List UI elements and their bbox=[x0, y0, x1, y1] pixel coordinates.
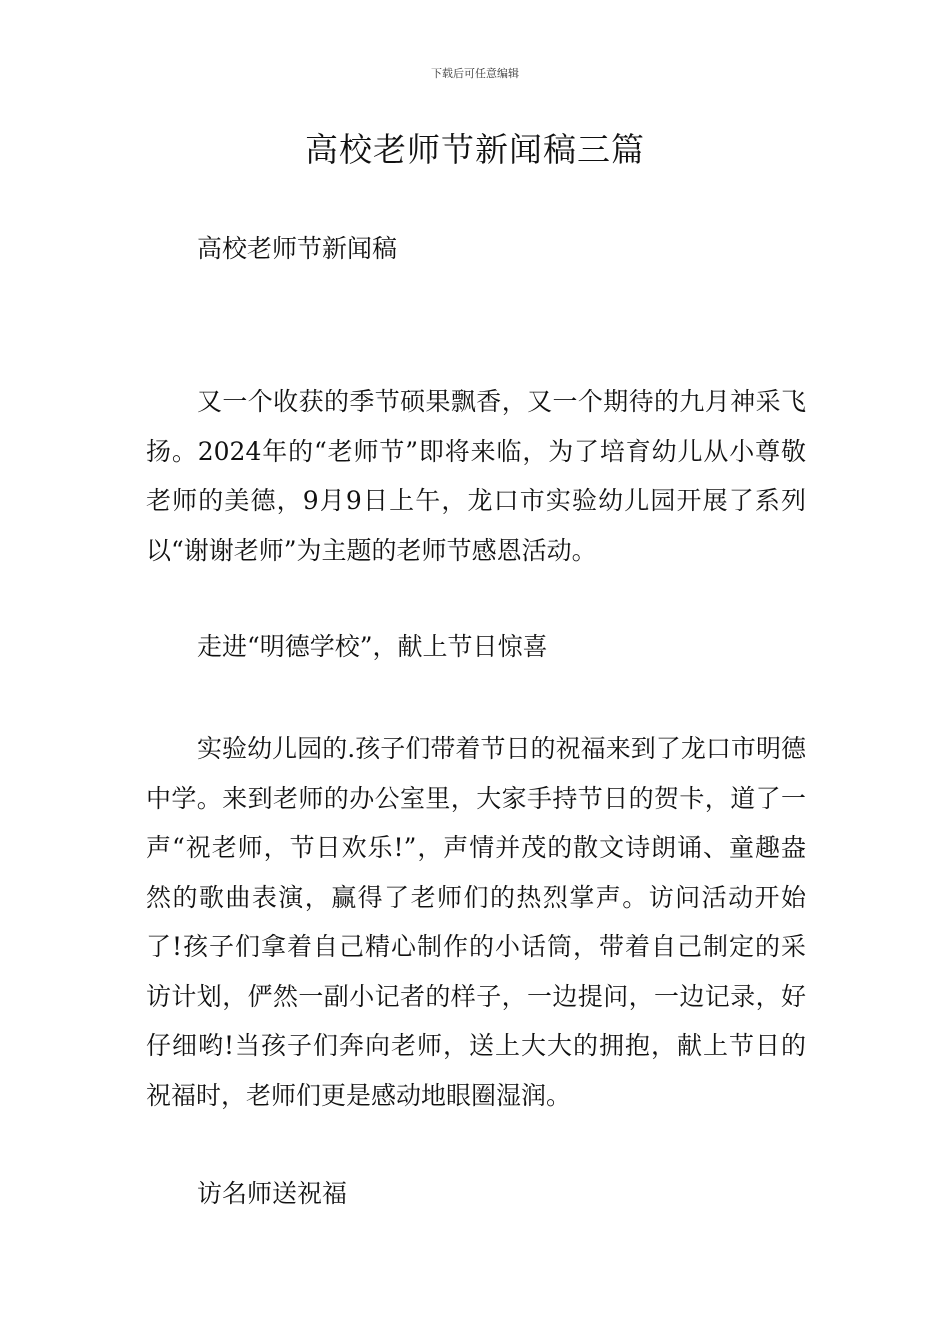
paragraph-intro: 又一个收获的季节硕果飘香，又一个期待的九月神采飞扬。2024年的“老师节”即将来临，为了培育幼儿从小尊敬老师的美德，9月9日上午，龙口市实验幼儿园开展了系列以“谢谢老师”为主题的老师节感恩活动。 bbox=[146, 387, 806, 565]
document-title: 高校老师节新闻稿三篇 bbox=[305, 130, 645, 169]
section-heading-visit-school: 走进“明德学校”，献上节日惊喜 bbox=[197, 632, 548, 661]
paragraph-visit-school: 实验幼儿园的.孩子们带着节日的祝福来到了龙口市明德中学。来到老师的办公室里，大家手持节日的贺卡，道了一声“祝老师，节日欢乐!”，声情并茂的散文诗朗诵、童趣盎然的歌曲表演，赢得了老师们的热烈掌声。访问活动开始了!孩子们拿着自己精心制作的小话筒，带着自己制定的采访计划，俨然一副小记者的样子，一边提问，一边记录，好仔细哟!当孩子们奔向老师，送上大大的拥抱，献上节日的祝福时，老师们更是感动地眼圈湿润。 bbox=[146, 734, 806, 1110]
header-note: 下载后可任意编辑 bbox=[431, 67, 519, 80]
section-heading-visit-teachers: 访名师送祝福 bbox=[197, 1179, 348, 1208]
section-subtitle: 高校老师节新闻稿 bbox=[197, 234, 398, 263]
